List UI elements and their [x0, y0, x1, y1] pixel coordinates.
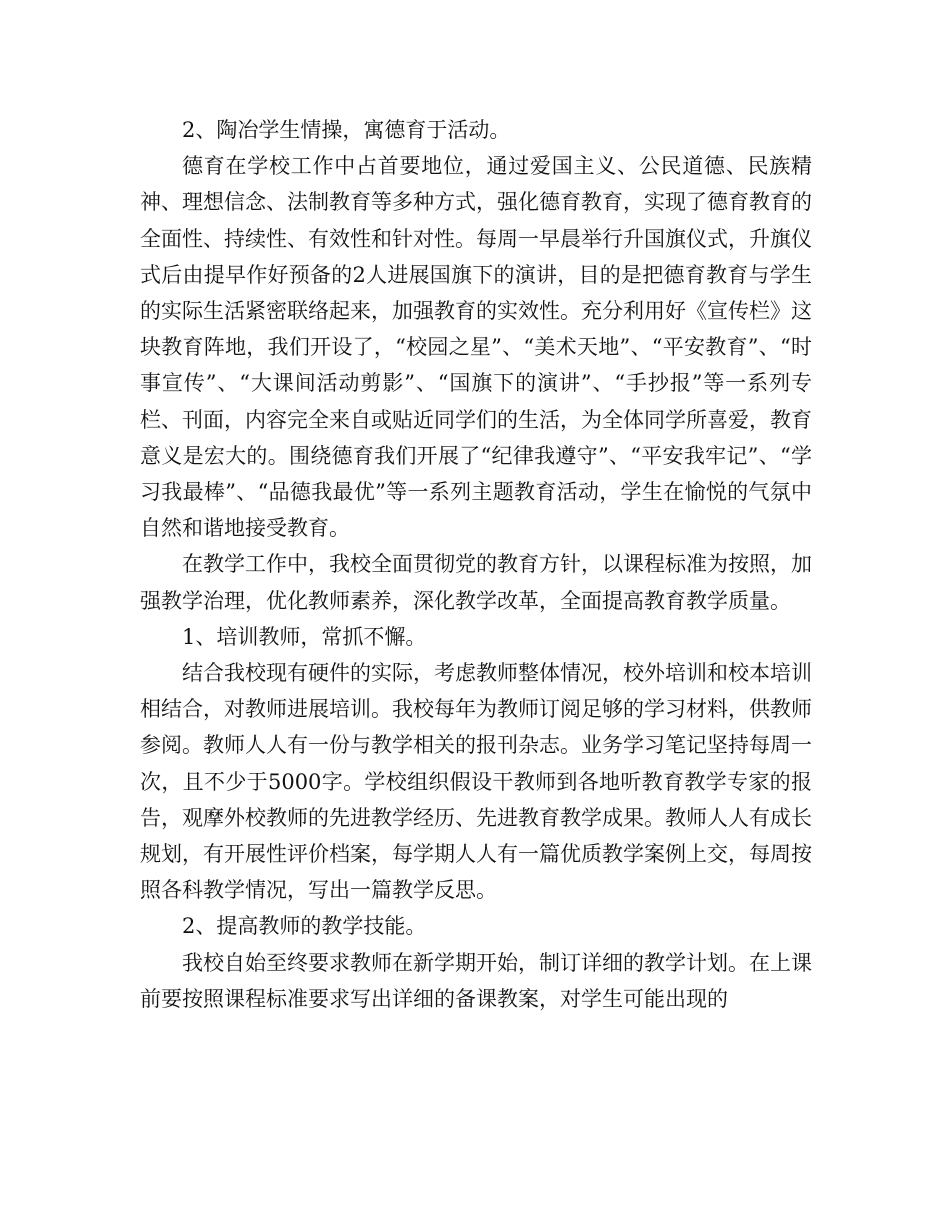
paragraph-moral-heading: 2、陶冶学生情操，寓德育于活动。	[182, 118, 511, 142]
paragraph-moral-education: 德育在学校工作中占首要地位，通过爱国主义、公民道德、民族精神、理想信念、法制教育等多种方式，强化德育教育，实现了德育教育的全面性、持续性、有效性和针对性。每周一早晨举行升国旗仪式，升旗仪式后由提早作好预备的2人进展国旗下的演讲，目的是把德育教育与学生的实际生活紧密联络起来，加强教育的实效性。充分利用好《宣传栏》这块教育阵地，我们开设了，“校园之星”、“美术天地”、“平安教育”、“时事宣传”、“大课间活动剪影”、“国旗下的演讲”、“手抄报”等一系列专栏、刊面，内容完全来自或贴近同学们的生活，为全体同学所喜爱，教育意义是宏大的。围绕德育我们开展了“纪律我遵守”、“平安我牢记”、“学习我最棒”、“品德我最优”等一系列主题教育活动，学生在愉悦的气氛中自然和谐地接受教育。	[140, 154, 812, 541]
document-body	[140, 112, 812, 1017]
paragraph-skills-heading: 2、提高教师的教学技能。	[182, 914, 427, 939]
paragraph-teaching-work: 在教学工作中，我校全面贯彻党的教育方针，以课程标准为按照，加强教学治理，优化教师素养，深化教学改革，全面提高教育教学质量。	[140, 552, 812, 613]
paragraph-teacher-training: 结合我校现有硬件的实际，考虑教师整体情况，校外培训和校本培训相结合，对教师进展培训。我校每年为教师订阅足够的学习材料，供教师参阅。教师人人有一份与教学相关的报刊杂志。业务学习笔记坚持每周一次，且不少于5000字。学校组织假设干教师到各地听教育教学专家的报告，观摩外校教师的先进教学经历、先进教育教学成果。教师人人有成长规划，有开展性评价档案，每学期人人有一篇优质教学案例上交，每周按照各科教学情况，写出一篇教学反思。	[140, 661, 812, 903]
paragraph-teaching-plan: 我校自始至终要求教师在新学期开始，制订详细的教学计划。在上课前要按照课程标准要求写出详细的备课教案，对学生可能出现的	[140, 950, 812, 1011]
paragraph-training-heading: 1、培训教师，常抓不懈。	[182, 624, 427, 649]
